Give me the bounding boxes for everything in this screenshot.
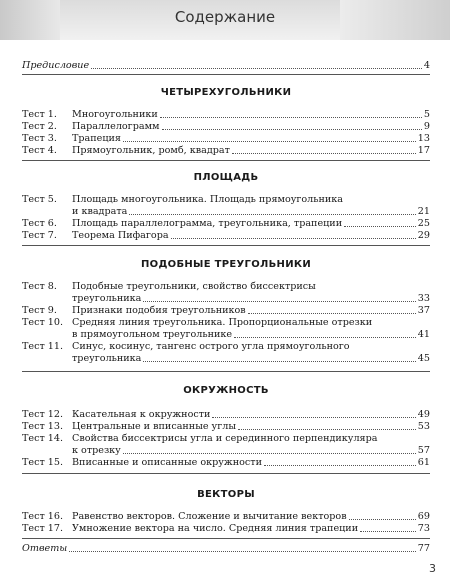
leader-dots xyxy=(248,312,416,314)
entry-title: Касательная к окружности xyxy=(72,409,211,420)
toc-entry[interactable] xyxy=(22,133,430,145)
entry-title: Признаки подобия треугольников xyxy=(72,305,246,316)
entry-page: 61 xyxy=(417,457,430,468)
toc-entry[interactable] xyxy=(22,194,430,218)
entry-page: 69 xyxy=(417,511,430,522)
toc-entry[interactable] xyxy=(22,218,430,230)
entry-title-continued xyxy=(72,293,430,305)
toc-entry[interactable] xyxy=(22,409,430,421)
entry-page: 49 xyxy=(417,409,430,420)
test-number: Тест 13. xyxy=(22,421,64,432)
entry-title-line2: треугольника xyxy=(72,353,142,364)
entry-label: Ответы xyxy=(22,543,68,554)
entry-page: 53 xyxy=(417,421,430,432)
leader-dots xyxy=(91,67,422,69)
divider xyxy=(22,473,430,474)
section-heading: ОКРУЖНОСТЬ xyxy=(183,385,269,396)
entry-title: Свойства биссектрисы угла и серединного перпендикуляра xyxy=(72,433,378,444)
entry-label: Предисловие xyxy=(22,60,90,71)
test-number: Тест 16. xyxy=(22,511,64,522)
leader-dots xyxy=(212,416,415,418)
test-number: Тест 17. xyxy=(22,523,64,534)
entry-title: Равенство векторов. Сложение и вычитание векторов xyxy=(72,511,347,522)
entry-page: 41 xyxy=(417,329,430,340)
leader-dots xyxy=(264,464,416,466)
test-number: Тест 8. xyxy=(22,281,57,292)
toc-entry[interactable] xyxy=(22,457,430,469)
entry-page: 57 xyxy=(417,445,430,456)
test-number: Тест 12. xyxy=(22,409,64,420)
entry-page: 29 xyxy=(417,230,430,241)
leader-dots xyxy=(143,360,415,362)
entry-page: 17 xyxy=(417,145,430,156)
section-heading: ВЕКТОРЫ xyxy=(197,489,255,500)
page-number: 3 xyxy=(429,562,436,575)
divider xyxy=(22,160,430,161)
leader-dots xyxy=(123,140,416,142)
toc-entry[interactable] xyxy=(22,145,430,157)
entry-title: Синус, косинус, тангенс острого угла прямоугольного xyxy=(72,341,350,352)
test-number: Тест 4. xyxy=(22,145,57,156)
toc-entry[interactable] xyxy=(22,305,430,317)
entry-page: 9 xyxy=(423,121,430,132)
page-title: Содержание xyxy=(174,8,276,26)
entry-title-continued xyxy=(72,445,430,457)
entry-page: 4 xyxy=(423,60,430,71)
entry-title: Теорема Пифагора xyxy=(72,230,169,241)
leader-dots xyxy=(123,452,416,454)
entry-title: Подобные треугольники, свойство биссектрисы xyxy=(72,281,316,292)
test-number: Тест 6. xyxy=(22,218,57,229)
divider xyxy=(22,245,430,246)
leader-dots xyxy=(234,336,416,338)
entry-page: 37 xyxy=(417,305,430,316)
leader-dots xyxy=(232,152,416,154)
test-number: Тест 11. xyxy=(22,341,64,352)
divider xyxy=(22,74,430,75)
entry-title: Средняя линия треугольника. Пропорциональные отрезки xyxy=(72,317,373,328)
test-number: Тест 2. xyxy=(22,121,57,132)
toc-entry-answers[interactable] xyxy=(22,543,430,555)
test-number: Тест 3. xyxy=(22,133,57,144)
toc-entry[interactable] xyxy=(22,511,430,523)
entry-title: Площадь многоугольника. Площадь прямоугольника xyxy=(72,194,344,205)
entry-title: Трапеция xyxy=(72,133,121,144)
test-number: Тест 14. xyxy=(22,433,64,444)
entry-title-line2: в прямоугольном треугольнике xyxy=(72,329,233,340)
leader-dots xyxy=(171,237,416,239)
toc-entry[interactable] xyxy=(22,433,430,457)
entry-page: 25 xyxy=(417,218,430,229)
toc-entry[interactable] xyxy=(22,523,430,535)
entry-title: Центральные и вписанные углы xyxy=(72,421,236,432)
entry-title-continued xyxy=(72,353,430,365)
entry-title: Прямоугольник, ромб, квадрат xyxy=(72,145,230,156)
entry-title-line2: к отрезку xyxy=(72,445,121,456)
leader-dots xyxy=(360,530,416,532)
toc-entry[interactable] xyxy=(22,109,430,121)
section-heading: ПЛОЩАДЬ xyxy=(193,172,259,183)
entry-title-continued xyxy=(72,206,430,218)
leader-dots xyxy=(238,428,416,430)
entry-page: 77 xyxy=(417,543,430,554)
leader-dots xyxy=(69,550,416,552)
toc-entry[interactable] xyxy=(22,281,430,305)
leader-dots xyxy=(344,225,416,227)
test-number: Тест 7. xyxy=(22,230,57,241)
divider xyxy=(22,538,430,539)
entry-title: Параллелограмм xyxy=(72,121,160,132)
divider xyxy=(22,371,430,372)
leader-dots xyxy=(129,213,415,215)
entry-page: 73 xyxy=(417,523,430,534)
leader-dots xyxy=(349,518,416,520)
section-heading: ЧЕТЫРЕХУГОЛЬНИКИ xyxy=(160,87,292,98)
entry-title: Вписанные и описанные окружности xyxy=(72,457,262,468)
entry-title-continued xyxy=(72,329,430,341)
entry-title: Умножение вектора на число. Средняя линия трапеции xyxy=(72,523,359,534)
leader-dots xyxy=(160,116,422,118)
toc-entry[interactable] xyxy=(22,121,430,133)
test-number: Тест 1. xyxy=(22,109,57,120)
test-number: Тест 10. xyxy=(22,317,64,328)
toc-entry[interactable] xyxy=(22,317,430,341)
test-number: Тест 9. xyxy=(22,305,57,316)
test-number: Тест 5. xyxy=(22,194,57,205)
section-heading: ПОДОБНЫЕ ТРЕУГОЛЬНИКИ xyxy=(140,259,311,270)
entry-page: 45 xyxy=(417,353,430,364)
toc-entry-preface[interactable] xyxy=(22,60,430,72)
toc-entry[interactable] xyxy=(22,341,430,365)
entry-page: 5 xyxy=(423,109,430,120)
leader-dots xyxy=(143,300,415,302)
leader-dots xyxy=(162,128,422,130)
entry-page: 33 xyxy=(417,293,430,304)
entry-title-line2: и квадрата xyxy=(72,206,128,217)
entry-title: Площадь параллелограмма, треугольника, трапеции xyxy=(72,218,343,229)
entry-title: Многоугольники xyxy=(72,109,158,120)
toc-entry[interactable] xyxy=(22,421,430,433)
test-number: Тест 15. xyxy=(22,457,64,468)
entry-page: 13 xyxy=(417,133,430,144)
entry-page: 21 xyxy=(417,206,430,217)
toc-entry[interactable] xyxy=(22,230,430,242)
entry-title-line2: треугольника xyxy=(72,293,142,304)
